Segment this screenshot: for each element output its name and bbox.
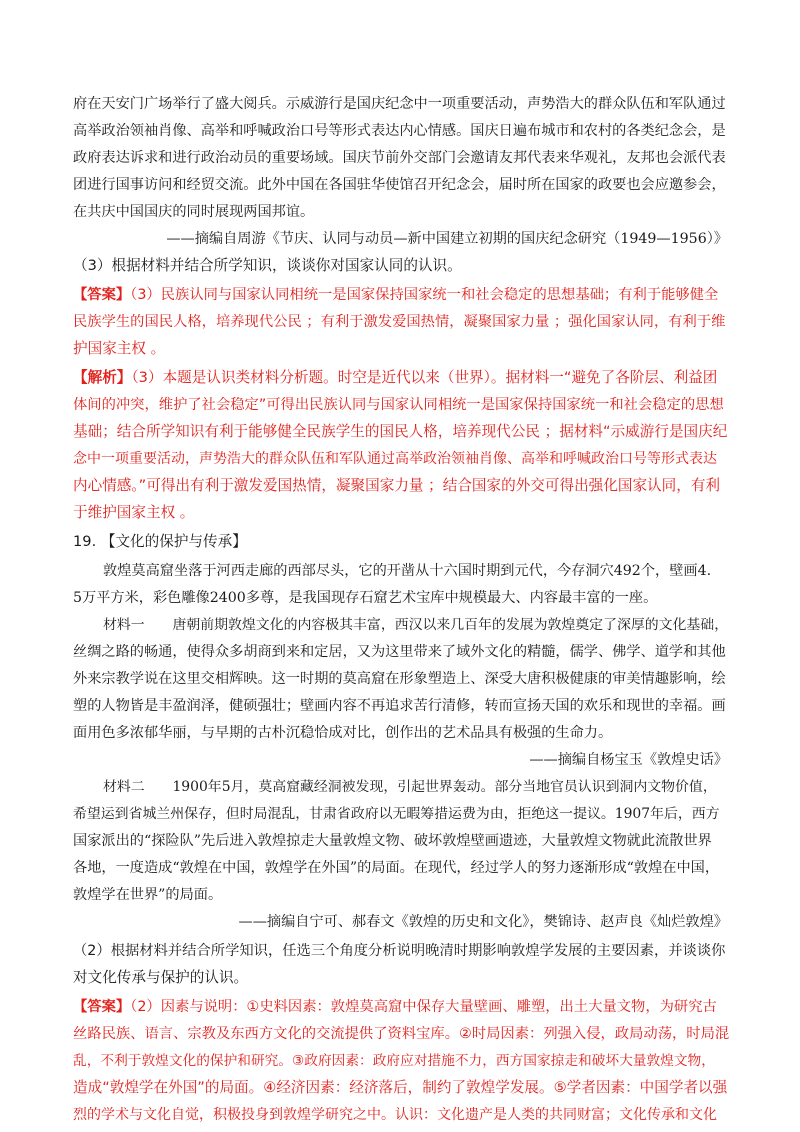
material-1-line: 丝绸之路的畅通，使得众多胡商到来和定居，又为这里带来了域外文化的精髓，儒学、佛学、道学和其他 [73,644,726,660]
analysis-line: 基础；结合所学知识有利于能够健全民族学生的国民人格，培养现代公民 ；据材料“示威游行是国庆纪 [73,423,728,440]
answer-line: 丝路民族、语言、宗教及东西方文化的交流提供了资料宝库。②时局因素：列强入侵，政局动荡，时局混 [73,1026,730,1042]
question-2-line: 对文化传承与保护的认识。 [73,969,249,986]
answer-tag: 【答案】 [73,287,131,303]
answer-line: （3）民族认同与国家认同相统一是国家保持国家统一和社会稳定的思想基础；有利于能够健全 [130,287,719,303]
answer-tag: 【答案】 [73,999,131,1015]
material-text-line: 在共庆中国国庆的同时展现两国邦谊。 [73,204,315,220]
material-text-line: 高举政治领袖肖像、高举和呼喊政治口号等形式表达内心情感。国庆日遍布城市和农村的各类纪念会，是 [73,123,726,139]
answer-line: 乱，不利于敦煌文化的保护和研究。③政府因素：政府应对措施不力，西方国家掠走和破坏大量敦煌文物， [73,1053,715,1069]
material-2-line: 敦煌学在世界”的局面。 [73,887,223,903]
analysis-line: 于维护国家主权 。 [73,504,195,521]
material-2-line: 各地，一度造成“敦煌在中国，敦煌学在外国”的局面。在现代，经过学人的努力逐渐形成“敦煌在中国， [73,860,720,876]
material-text-line: 政府表达诉求和进行政治动员的重要场域。国庆节前外交部门会邀请友邦代表来华观礼，友邦也会派代表 [73,150,726,166]
material-text-line: 团进行国事访问和经贸交流。此外中国在各国驻华使馆召开纪念会，届时所在国家的政要也会应邀参会， [73,177,726,193]
answer-block [73,285,718,305]
answer-line: 民族学生的国民人格，培养现代公民 ；有利于激发爱国热情，凝聚国家力量 ；强化国家认同，有利于维 [73,314,726,330]
analysis-block [73,368,717,388]
answer-block [73,997,717,1017]
answer-line: 造成“敦煌学在外国”的局面。④经济因素：经济落后，制约了敦煌学发展。⑤学者因素：中国学者以强 [73,1079,728,1096]
material-text-line: 府在天安门广场举行了盛大阅兵。示威游行是国庆纪念中一项重要活动，声势浩大的群众队伍和军队通过 [73,96,726,112]
analysis-line: 内心情感。”可得出有利于激发爱国热情，凝聚国家力量 ；结合国家的外交可得出强化国家认同，有利 [73,477,721,494]
material-source: ——摘编自周游《节庆、认同与动员—新中国建立初期的国庆纪念研究（1949—1956）》 [166,231,728,247]
answer-line: （2）因素与说明：①史料因素：敦煌莫高窟中保存大量壁画、雕塑，出土大量文物，为研究古 [130,999,717,1015]
intro-line: 5万平方米，彩色雕像2400多尊，是我国现存石窟艺术宝库中规模最大、内容最丰富的一座。 [73,590,658,606]
material-2-line: 国家派出的“探险队”先后进入敦煌掠走大量敦煌文物、破坏敦煌壁画遗迹，大量敦煌文物就此流散世界 [73,833,712,849]
answer-line: 烈的学术与文化自觉，积极投身到敦煌学研究之中。认识：文化遗产是人类的共同财富；文化传承和文化 [73,1107,717,1123]
question-19-heading: 19. 【文化的保护与传承】 [73,533,247,550]
material-1-source: ——摘编自杨宝玉《敦煌史话》 [529,752,728,768]
analysis-line: （3）本题是认识类材料分析题。时空是近代以来（世界）。据材料一“避免了各阶层、利益团 [131,369,718,386]
material-2-line: 材料二 1900年5月，莫高窟藏经洞被发现，引起世界轰动。部分当地官员认识到洞内文物价值， [103,779,717,795]
material-1-line: 面用色多浓郁华丽，与早期的古朴沉稳恰成对比，创作出的艺术品具有极强的生命力。 [73,725,613,741]
answer-line: 护国家主权 。 [73,340,166,357]
material-1-line: 材料一 唐朝前期敦煌文化的内容极其丰富，西汉以来几百年的发展为敦煌奠定了深厚的文化基础， [103,617,729,633]
material-1-line: 外来宗教学说在这里交相辉映。这一时期的莫高窟在形象塑造上、深受大唐积极健康的审美情趣影响，绘 [73,671,726,687]
analysis-line: 念中一项重要活动，声势浩大的群众队伍和军队通过高举政治领袖肖像、高举和呼喊政治口号等形式表达 [73,451,717,467]
material-1-line: 塑的人物皆是丰盈润泽，健硕强壮；壁画内容不再追求苦行清修，转而宣扬天国的欢乐和现世的幸福。画 [73,698,726,714]
intro-line: 敦煌莫高窟坐落于河西走廊的西部尽头，它的开凿从十六国时期到元代，今存洞穴492个，壁画4. [103,563,712,579]
question-3: （3）根据材料并结合所学知识，谈谈你对国家认同的认识。 [73,257,462,274]
question-2-line: （2）根据材料并结合所学知识，任选三个角度分析说明晚清时期影响敦煌学发展的主要因素，并谈谈你 [73,943,726,959]
material-2-line: 希望运到省城兰州保存，但时局混乱，甘肃省政府以无暇筹措运费为由，拒绝这一提议。1907年后，西方 [73,806,720,822]
analysis-tag: 【解析】 [73,369,132,386]
analysis-line: 体间的冲突，维护了社会稳定”可得出民族认同与国家认同相统一是国家保持国家统一和社会稳定的思想 [73,397,724,413]
material-2-source: ——摘编自宁可、郝春文《敦煌的历史和文化》，樊锦诗、赵声良《灿烂敦煌》 [238,914,728,930]
